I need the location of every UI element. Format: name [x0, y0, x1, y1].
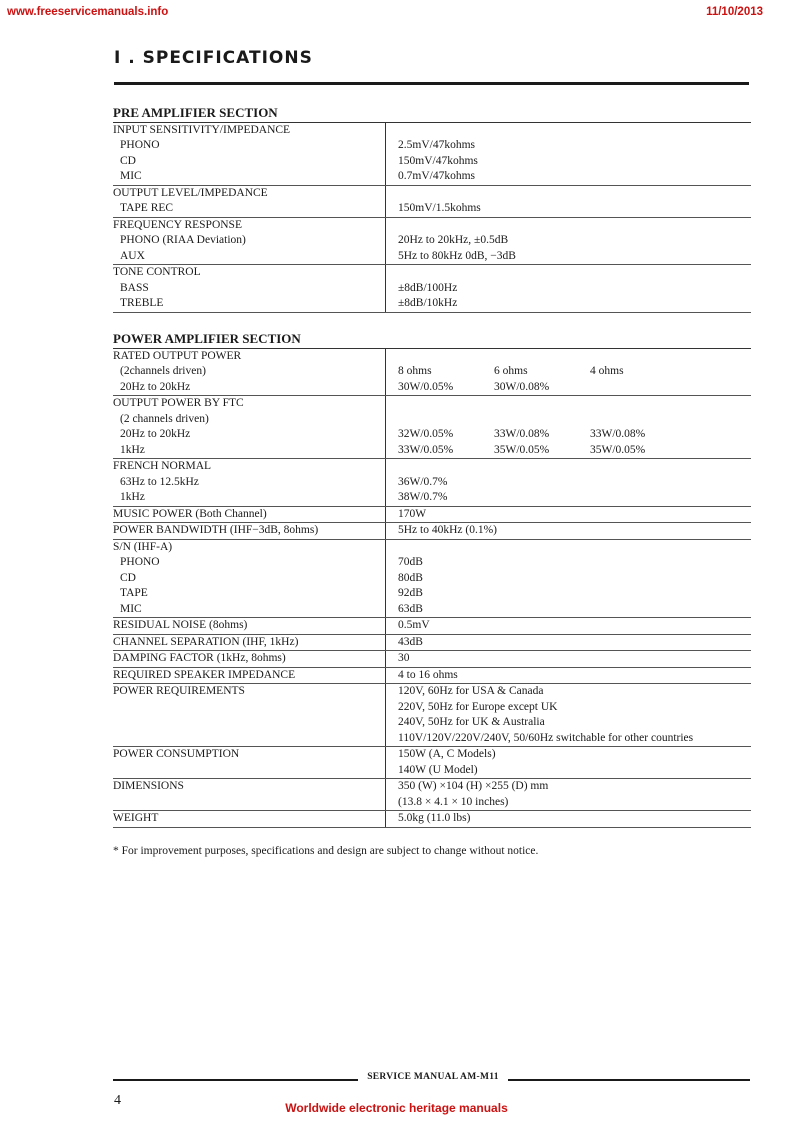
spec-value: 35W/0.05%: [494, 443, 550, 456]
spec-value: 80dB: [398, 571, 423, 584]
spec-row-speaker-impedance: [113, 667, 751, 684]
spec-label: (2 channels driven): [120, 412, 209, 425]
spec-label: TAPE: [120, 587, 148, 599]
spec-value: 240V, 50Hz for UK & Australia: [398, 716, 545, 728]
spec-value: 70dB: [398, 556, 423, 568]
spec-label: DAMPING FACTOR (1kHz, 8ohms): [113, 652, 286, 664]
load-header-4ohm: 4 ohms: [590, 365, 624, 377]
spec-label: FRENCH NORMAL: [113, 460, 212, 472]
spec-label: RATED OUTPUT POWER: [113, 349, 242, 362]
footer-rule-right: [508, 1079, 750, 1081]
spec-row-music-power: [113, 506, 751, 523]
spec-row-power-requirements: [113, 684, 751, 747]
spec-value: 63dB: [398, 602, 423, 615]
spec-label: PHONO: [120, 556, 160, 568]
spec-label: POWER BANDWIDTH (IHF−3dB, 8ohms): [113, 524, 319, 536]
pre-amp-table: [113, 105, 751, 313]
spec-row-dimensions: [113, 779, 751, 811]
spec-value: ±8dB/10kHz: [398, 297, 458, 309]
spec-value: 20Hz to 20kHz, ±0.5dB: [398, 234, 509, 246]
spec-value: 0.7mV/47kohms: [398, 170, 475, 182]
spec-row-power-consumption: [113, 747, 751, 779]
spec-label: MUSIC POWER (Both Channel): [113, 507, 267, 520]
spec-value: 120V, 60Hz for USA & Canada: [398, 685, 544, 697]
spec-label: CD: [120, 154, 136, 167]
spec-label: TONE CONTROL: [113, 266, 201, 278]
spec-row-rated-output: [113, 348, 751, 396]
spec-label: 20Hz to 20kHz: [120, 428, 191, 440]
footer-rule-left: [113, 1079, 358, 1081]
spec-value: 110V/120V/220V/240V, 50/60Hz switchable for other countries: [398, 731, 694, 744]
spec-value: 30W/0.05%: [398, 380, 454, 393]
load-header-6ohm: 6 ohms: [494, 365, 528, 377]
title-rule: [114, 82, 749, 85]
spec-label: MIC: [120, 170, 142, 182]
spec-row-sn: [113, 539, 751, 618]
spec-label: (2channels driven): [120, 365, 206, 377]
spec-label: 20Hz to 20kHz: [120, 380, 191, 393]
disclaimer-note: * For improvement purposes, specifications and design are subject to change without notice.: [113, 845, 539, 857]
spec-label: POWER REQUIREMENTS: [113, 685, 245, 697]
spec-value: 35W/0.05%: [590, 443, 646, 456]
spec-row-damping-factor: [113, 651, 751, 668]
spec-label: POWER CONSUMPTION: [113, 748, 240, 760]
spec-label: AUX: [120, 249, 145, 262]
spec-label: S/N (IHF-A): [113, 540, 173, 553]
spec-label: RESIDUAL NOISE (8ohms): [113, 619, 248, 631]
spec-label: CD: [120, 571, 136, 584]
page-title: I . SPECIFICATIONS: [114, 48, 313, 68]
spec-value: 5Hz to 40kHz (0.1%): [398, 524, 498, 536]
spec-label: 63Hz to 12.5kHz: [120, 475, 199, 488]
spec-label: 1kHz: [120, 491, 145, 503]
spec-value: ±8dB/100Hz: [398, 281, 458, 294]
spec-value: 140W (U Model): [398, 763, 478, 776]
spec-row-residual-noise: [113, 618, 751, 635]
spec-label: 1kHz: [120, 443, 145, 456]
spec-row-channel-separation: [113, 634, 751, 651]
spec-label: PHONO: [120, 139, 160, 151]
footer-manual-title: SERVICE MANUAL AM-M11: [367, 1072, 499, 1082]
spec-value: 38W/0.7%: [398, 491, 448, 503]
spec-row-input-sensitivity: [113, 122, 751, 185]
spec-row-tone-control: [113, 265, 751, 313]
spec-value: 5Hz to 80kHz 0dB, −3dB: [398, 249, 516, 262]
spec-value: 33W/0.08%: [590, 428, 646, 440]
spec-label: BASS: [120, 281, 149, 294]
spec-value: 30W/0.08%: [494, 380, 550, 393]
power-amp-heading: POWER AMPLIFIER SECTION: [113, 331, 386, 348]
spec-label: OUTPUT LEVEL/IMPEDANCE: [113, 186, 268, 199]
spec-label: DIMENSIONS: [113, 780, 184, 792]
spec-value: 92dB: [398, 587, 423, 599]
spec-value: 0.5mV: [398, 619, 430, 631]
spec-label: OUTPUT POWER BY FTC: [113, 397, 244, 409]
spec-value: 2.5mV/47kohms: [398, 139, 475, 151]
spec-value: 30: [398, 652, 410, 664]
spec-value: 350 (W) ×104 (H) ×255 (D) mm: [398, 780, 549, 792]
spec-row-french-normal: [113, 459, 751, 507]
spec-value: 36W/0.7%: [398, 475, 448, 488]
power-amp-table: [113, 331, 751, 828]
spec-value: 33W/0.05%: [398, 443, 454, 456]
spec-value: 220V, 50Hz for Europe except UK: [398, 700, 558, 713]
site-url-link[interactable]: www.freeservicemanuals.info: [7, 6, 169, 18]
spec-label: TAPE REC: [120, 202, 174, 214]
footer-tagline-link[interactable]: Worldwide electronic heritage manuals: [285, 1101, 508, 1115]
spec-label: REQUIRED SPEAKER IMPEDANCE: [113, 668, 296, 681]
spec-value: 170W: [398, 507, 427, 520]
spec-row-output-level: [113, 185, 751, 217]
spec-value: 150W (A, C Models): [398, 748, 496, 760]
spec-row-weight: [113, 811, 751, 828]
spec-label: PHONO (RIAA Deviation): [120, 234, 246, 246]
spec-label: TREBLE: [120, 297, 164, 309]
spec-value: (13.8 × 4.1 × 10 inches): [398, 795, 509, 808]
spec-row-power-bandwidth: [113, 523, 751, 540]
spec-value: 33W/0.08%: [494, 428, 550, 440]
spec-value: 150mV/47kohms: [398, 154, 478, 167]
spec-value: 43dB: [398, 635, 423, 648]
spec-label: CHANNEL SEPARATION (IHF, 1kHz): [113, 635, 299, 648]
spec-value: 4 to 16 ohms: [398, 668, 458, 681]
spec-label: INPUT SENSITIVITY/IMPEDANCE: [113, 123, 291, 136]
spec-row-ftc-power: [113, 396, 751, 459]
spec-row-frequency-response: [113, 217, 751, 265]
pre-amp-heading: PRE AMPLIFIER SECTION: [113, 105, 386, 122]
spec-value: 32W/0.05%: [398, 428, 454, 440]
spec-label: MIC: [120, 602, 142, 615]
spec-label: WEIGHT: [113, 812, 159, 824]
load-header-8ohm: 8 ohms: [398, 365, 432, 377]
spec-value: 150mV/1.5kohms: [398, 202, 481, 214]
header-date: 11/10/2013: [706, 6, 763, 18]
page-number: 4: [114, 1093, 121, 1108]
spec-label: FREQUENCY RESPONSE: [113, 218, 242, 231]
spec-value: 5.0kg (11.0 lbs): [398, 812, 471, 824]
